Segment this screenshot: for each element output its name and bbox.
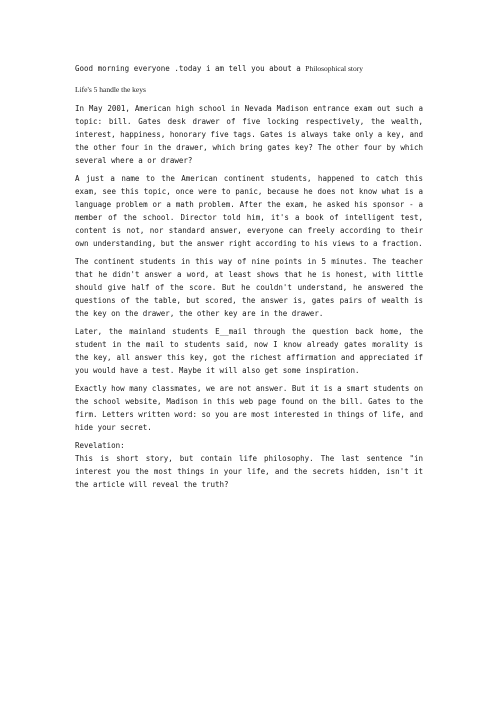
paragraph-3: The continent students in this way of nine points in 5 minutes. The teacher that he didn't answer a word, at least shows that he is honest, with little should give half of the score. But he couldn't understand, he answered the questions of the table, but scored, the answer is, gates pairs of wealth is the key on the drawer, the other key are in the drawer.: [75, 257, 423, 318]
paragraph-4: Later, the mainland students E__mail through the question back home, the student in the mail to students said, now I know already gates morality is the key, all answer this key, got the richest affirmation and appreciated if you would have a test. Maybe it will also get some inspiration.: [75, 327, 423, 375]
intro-suffix: Philosophical story: [305, 64, 364, 73]
revelation-label: Revelation:: [75, 441, 125, 450]
revelation-text: This is short story, but contain life philosophy. The last sentence "in interest you the most things in your life, and the secrets hidden, isn't it the article will reveal the truth?: [75, 454, 423, 489]
document-body: [75, 62, 423, 491]
paragraph-2: A just a name to the American continent students, happened to catch this exam, see this topic, once were to panic, because he does not know what is a language problem or a math problem. After the exam, he asked his sponsor - a member of the school. Director told him, it's a book of intelligent test, content is not, nor standard answer, everyone can freely according to their own understanding, but the answer right according to his views to a fraction.: [75, 174, 423, 248]
intro-prefix: Good morning everyone .today i am tell you about a: [75, 64, 301, 73]
story-title: Life's 5 handle the keys: [75, 85, 146, 94]
paragraph-5: Exactly how many classmates, we are not answer. But it is a smart students on the school website, Madison in this web page found on the bill. Gates to the firm. Letters written word: so you are most interested in things of life, and hide your secret.: [75, 384, 423, 432]
paragraph-1: In May 2001, American high school in Nevada Madison entrance exam out such a topic: bill. Gates desk drawer of five locking respectively, the wealth, interest, happiness, honorary five tags. Gates is always take only a key, and the other four in the drawer, which bring gates key? The other four by which several where a or drawer?: [75, 104, 423, 165]
intro-line: [75, 62, 423, 75]
